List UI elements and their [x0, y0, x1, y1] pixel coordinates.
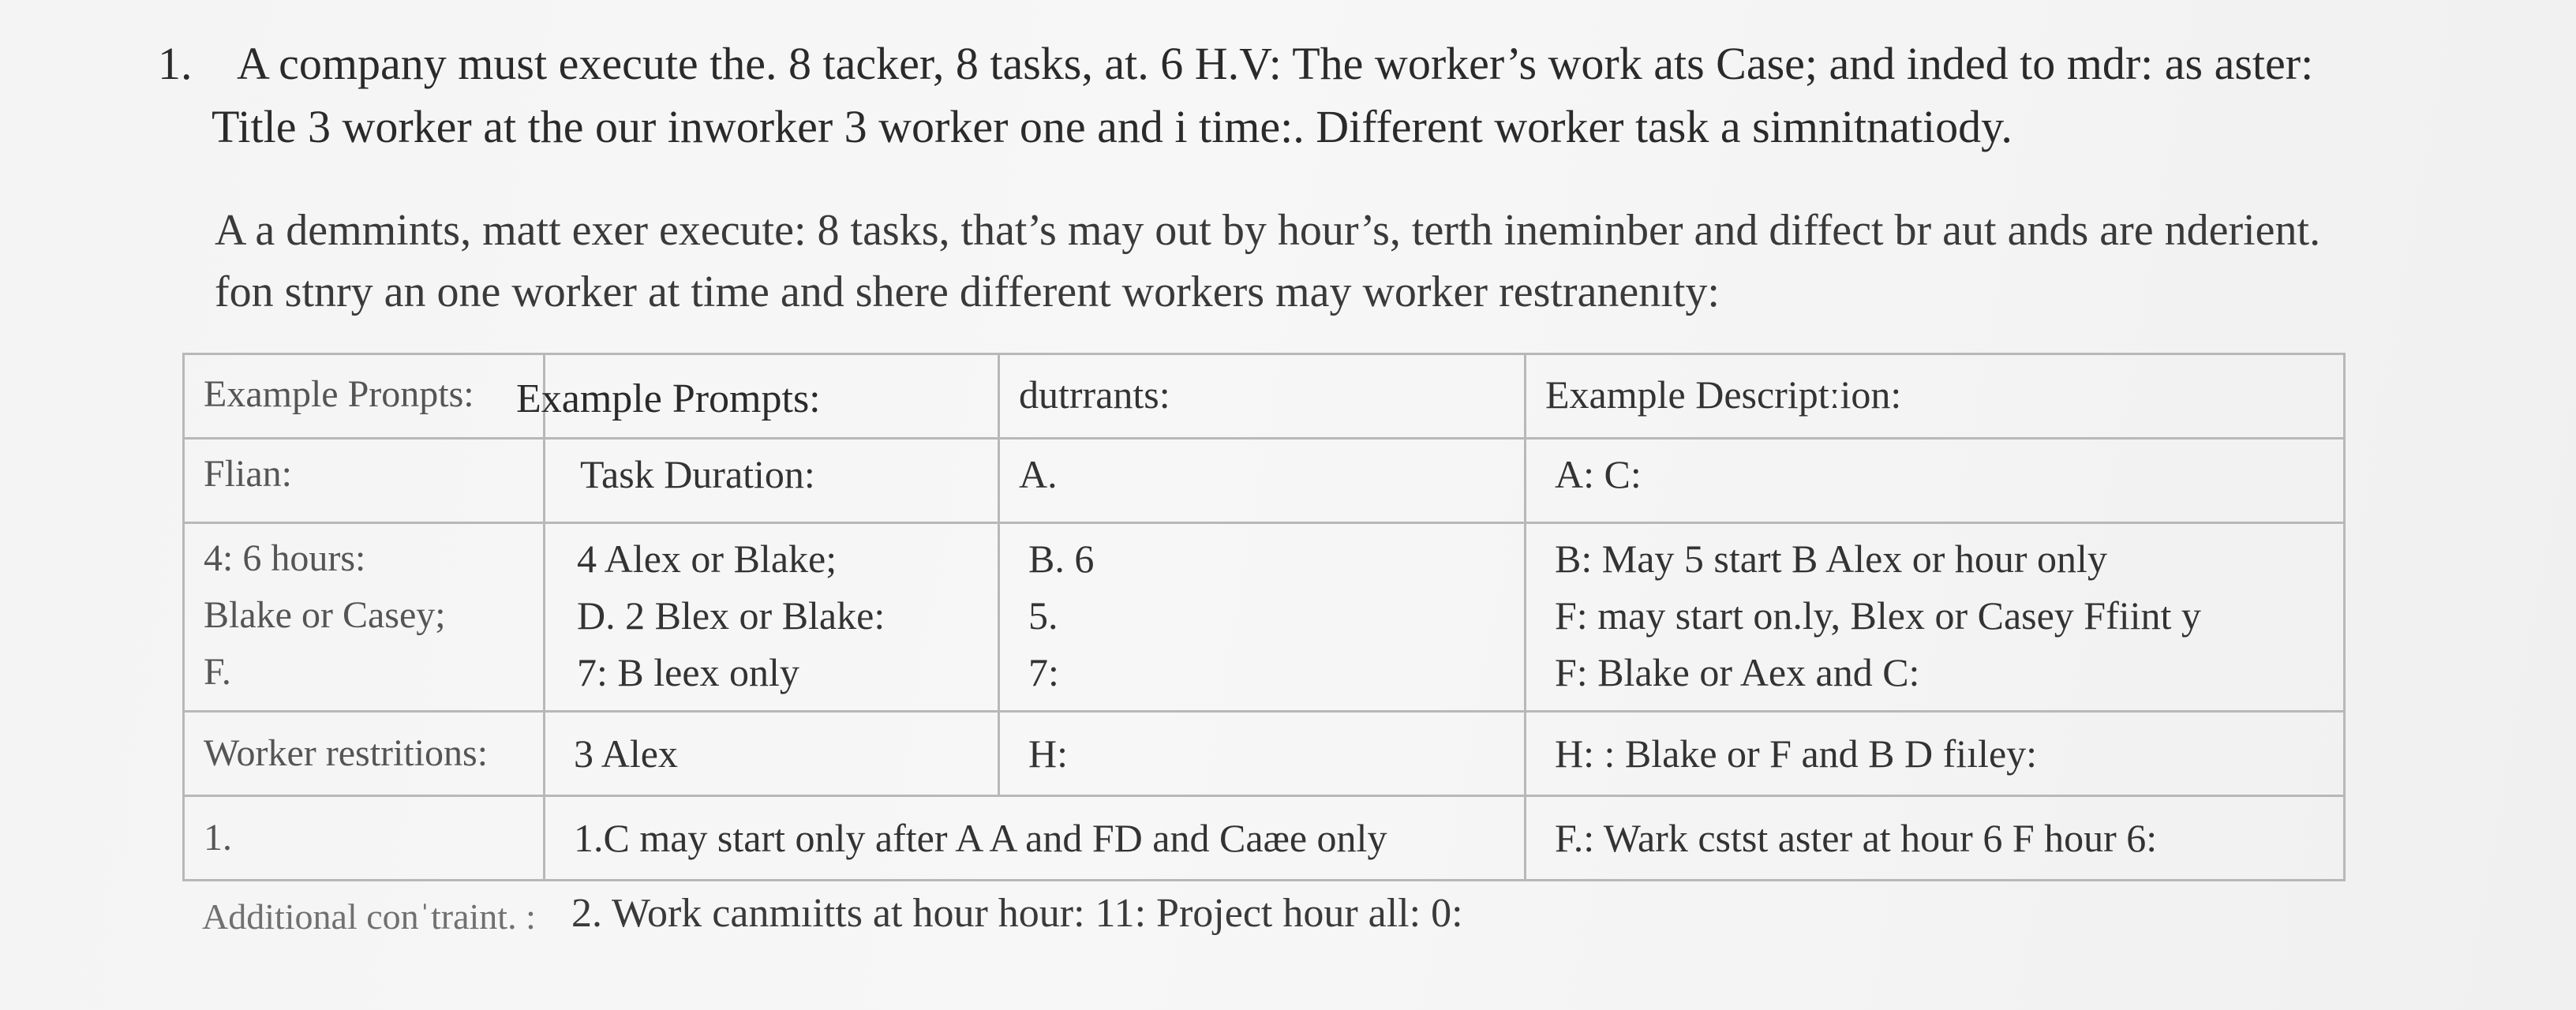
header-cell-1: Example Pronpts: [204, 373, 474, 415]
question-line-2: Title 3 worker at the our inworker 3 worker one and i time:. Different worker task a simnitnatiody. [212, 101, 2012, 152]
cell-line: F: may start on.ly, Blex or Casey Ffiint y [1555, 593, 2201, 638]
cell-line: 4 Alex or Blake; [577, 537, 837, 581]
constraints-table [182, 353, 2346, 881]
table-cell [184, 712, 545, 796]
header-cell-2-spacer [545, 355, 998, 366]
table-row [184, 712, 2345, 796]
intro-line-1: A a demmints, matt exer execute: 8 tasks, that’s may out by hour’s, terth ineminber and diffect br aut ands are nderient. [215, 206, 2321, 255]
table-cell [184, 523, 545, 712]
cell-line: Blake or Casey; [204, 594, 446, 636]
table-cell [1526, 796, 2345, 881]
question-number: 1. [158, 38, 193, 89]
question-line-1: A company must execute the. 8 tacker, 8 tasks, at. 6 H.V: The worker’s work ats Case; and inded to mdr: as aster: [237, 38, 2314, 89]
table-cell [999, 439, 1526, 523]
header-cell-2: Example Prompts: [516, 376, 821, 421]
table-cell [545, 523, 999, 712]
cell-line: 7: [1028, 650, 1059, 694]
table-row [184, 523, 2345, 712]
worker-cell-2: 3 Alex [574, 731, 678, 776]
last-cell-1: 1. [204, 817, 232, 858]
cell-line: F: Blake or Aex and C: [1555, 650, 1920, 694]
table-cell [1526, 354, 2345, 439]
header-cell-3: dutrrants: [1019, 372, 1170, 417]
sub-cell-2: Task Duration: [580, 452, 815, 496]
sub-cell-1: Flian: [204, 453, 293, 495]
table-cell [545, 796, 1526, 881]
sub-cell-4: A: C: [1555, 452, 1642, 496]
table-header-row [184, 354, 2345, 439]
cell-line: D. 2 Blex or Blake: [577, 593, 886, 638]
sub-cell-3: A. [1019, 452, 1058, 496]
table-cell [184, 439, 545, 523]
footer-text: 2. Work canmıitts at hour hour: 11: Project hour all: 0: [571, 891, 1463, 936]
cell-line: 4: 6 hours: [204, 537, 366, 579]
intro-line-2: fon stnry an one worker at time and shere different workers may worker restranenıty: [215, 267, 1720, 316]
table-cell [1526, 523, 2345, 712]
worker-cell-3: H: [1028, 731, 1068, 776]
cell-line: 7: B leex only [577, 650, 799, 694]
table-row [184, 796, 2345, 881]
cell-line: B: May 5 start B Alex or hour only [1555, 537, 2107, 581]
cell-line: 5. [1028, 593, 1058, 638]
table-cell [184, 354, 545, 439]
table-cell [999, 354, 1526, 439]
table-cell [545, 439, 999, 523]
footer-label: Additional conˈtraint. : [202, 896, 536, 937]
worker-cell-1: Worker restritions: [204, 732, 489, 774]
table-cell [545, 712, 999, 796]
cell-line: B. 6 [1028, 537, 1095, 581]
header-cell-4: Example Descriptːion: [1545, 372, 1902, 417]
table-cell [184, 796, 545, 881]
cell-line: F. [204, 651, 231, 693]
table-row [184, 439, 2345, 523]
last-cell-4: F.: Wark cstst aster at hour 6 F hour 6: [1555, 816, 2158, 860]
table-cell [999, 712, 1526, 796]
worker-cell-4: H: : Blake or F and B D fiıley: [1555, 731, 2038, 776]
table-cell [1526, 712, 2345, 796]
table-cell [999, 523, 1526, 712]
table-cell [1526, 439, 2345, 523]
last-cell-2: 1.C may start only after A A and FD and Caæe only [574, 816, 1387, 860]
